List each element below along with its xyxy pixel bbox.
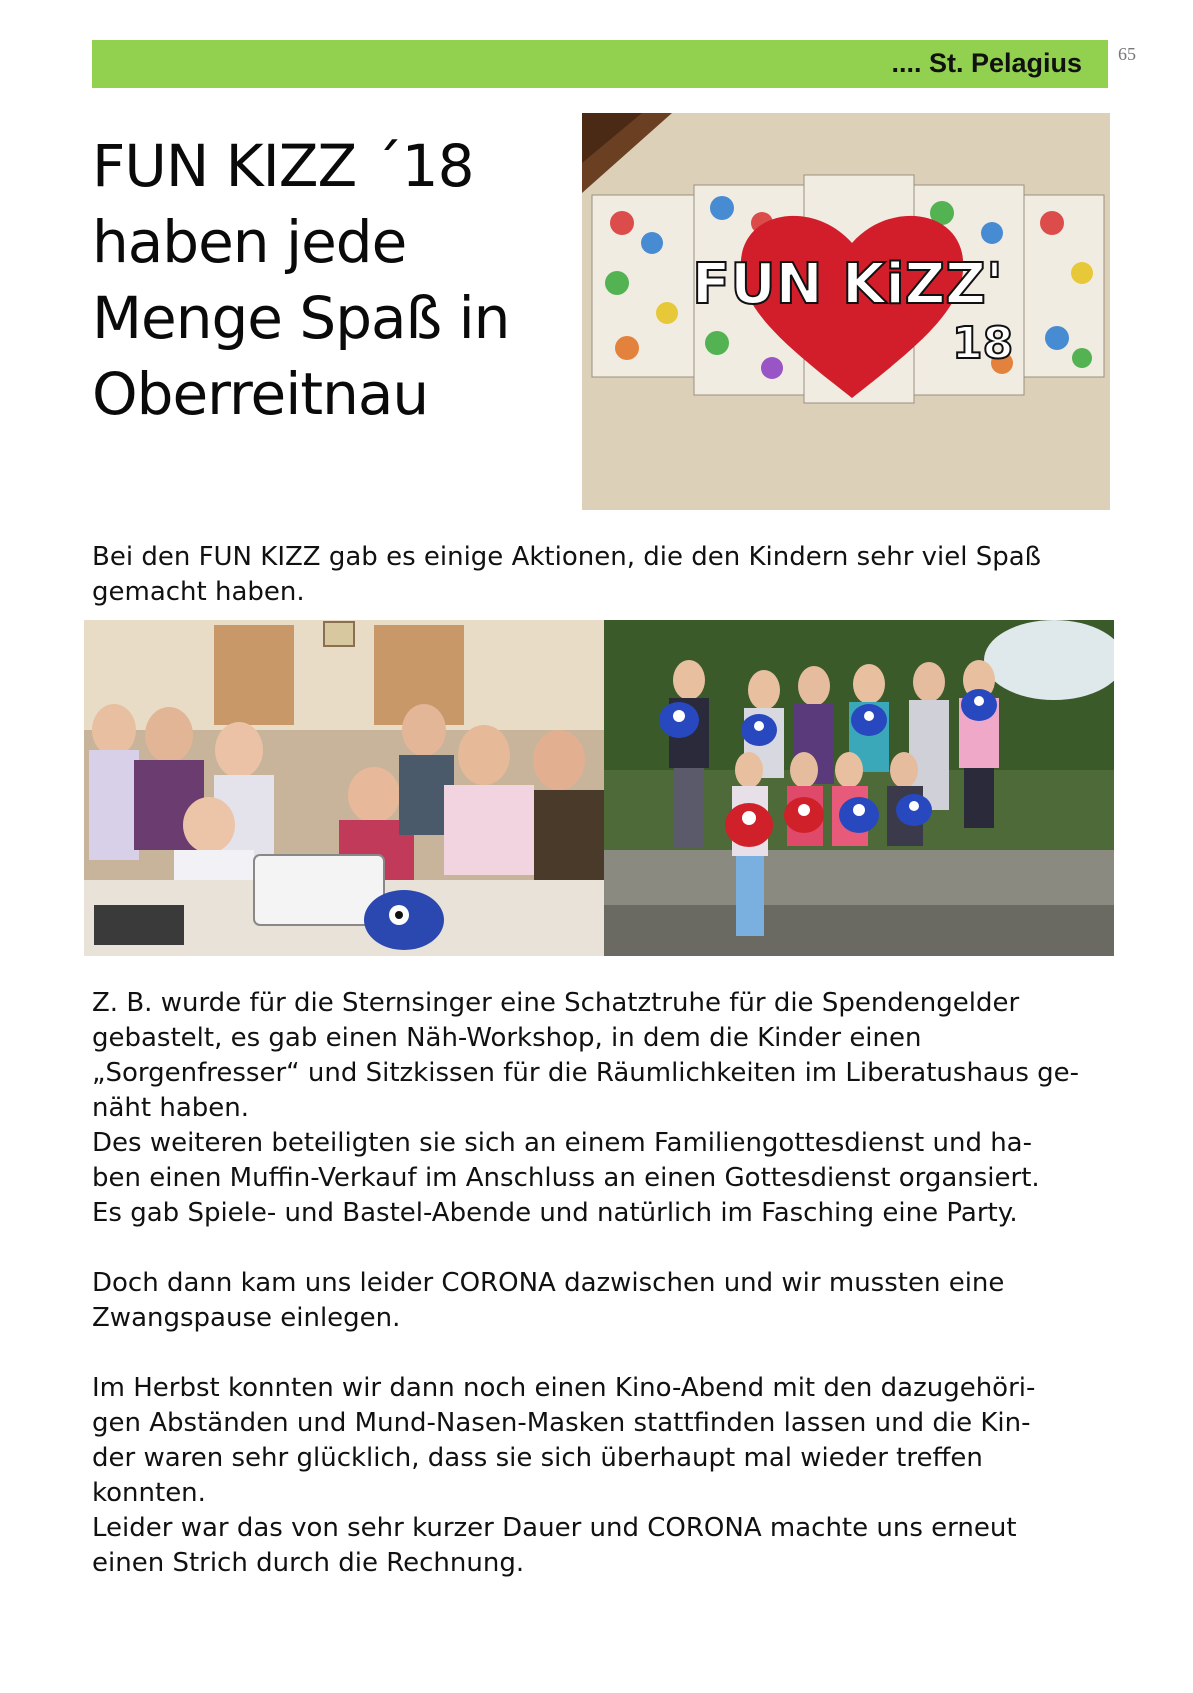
text-line: gemacht haben. — [92, 577, 305, 607]
header-bar — [92, 40, 1108, 88]
group-monsters-photo — [604, 620, 1114, 956]
text-line: einen Strich durch die Rechnung. — [92, 1548, 525, 1578]
title-line: FUN KIZZ ´18 — [92, 132, 474, 200]
text-line: Des weiteren beteiligten sie sich an einem Familiengottesdienst und ha- — [92, 1128, 1032, 1158]
text-line: gebastelt, es gab einen Näh-Workshop, in dem die Kinder einen — [92, 1023, 922, 1053]
text-line: Doch dann kam uns leider CORONA dazwischen und wir mussten eine — [92, 1268, 1005, 1298]
text-line: Zwangspause einlegen. — [92, 1303, 401, 1333]
painting-text: FUN KiZZ' — [692, 252, 1004, 317]
body-paragraph-3 — [92, 1371, 1112, 1581]
section-label: .... St. Pelagius — [891, 48, 1082, 78]
text-line: „Sorgenfresser“ und Sitzkissen für die Räumlichkeiten im Liberatushaus ge- — [92, 1058, 1080, 1088]
text-line: Im Herbst konnten wir dann noch einen Kino-Abend mit den dazugehöri- — [92, 1373, 1036, 1403]
title-line: haben jede — [92, 208, 407, 276]
text-line: Es gab Spiele- und Bastel-Abende und natürlich im Fasching eine Party. — [92, 1198, 1018, 1228]
text-line: näht haben. — [92, 1093, 250, 1123]
text-line: Z. B. wurde für die Sternsinger eine Schatztruhe für die Spendengelder — [92, 988, 1020, 1018]
body-paragraph-2 — [92, 1266, 1112, 1336]
fun-kizz-painting-photo — [582, 113, 1110, 510]
text-line: der waren sehr glücklich, dass sie sich überhaupt mal wieder treffen — [92, 1443, 983, 1473]
text-line: Bei den FUN KIZZ gab es einige Aktionen, die den Kindern sehr viel Spaß — [92, 542, 1042, 572]
body-paragraph-1 — [92, 986, 1112, 1231]
article-title — [92, 128, 572, 432]
text-line: gen Abständen und Mund-Nasen-Masken stattfinden lassen und die Kin- — [92, 1408, 1031, 1438]
title-line: Oberreitnau — [92, 360, 429, 428]
title-line: Menge Spaß in — [92, 284, 510, 352]
text-line: Leider war das von sehr kurzer Dauer und CORONA machte uns erneut — [92, 1513, 1017, 1543]
painting-year: 18 — [952, 318, 1014, 369]
intro-paragraph — [92, 540, 1112, 610]
text-line: konnten. — [92, 1478, 206, 1508]
text-line: ben einen Muffin-Verkauf im Anschluss an einen Gottesdienst organsiert. — [92, 1163, 1040, 1193]
page-number: 65 — [1118, 44, 1136, 64]
sewing-workshop-photo — [84, 620, 604, 956]
